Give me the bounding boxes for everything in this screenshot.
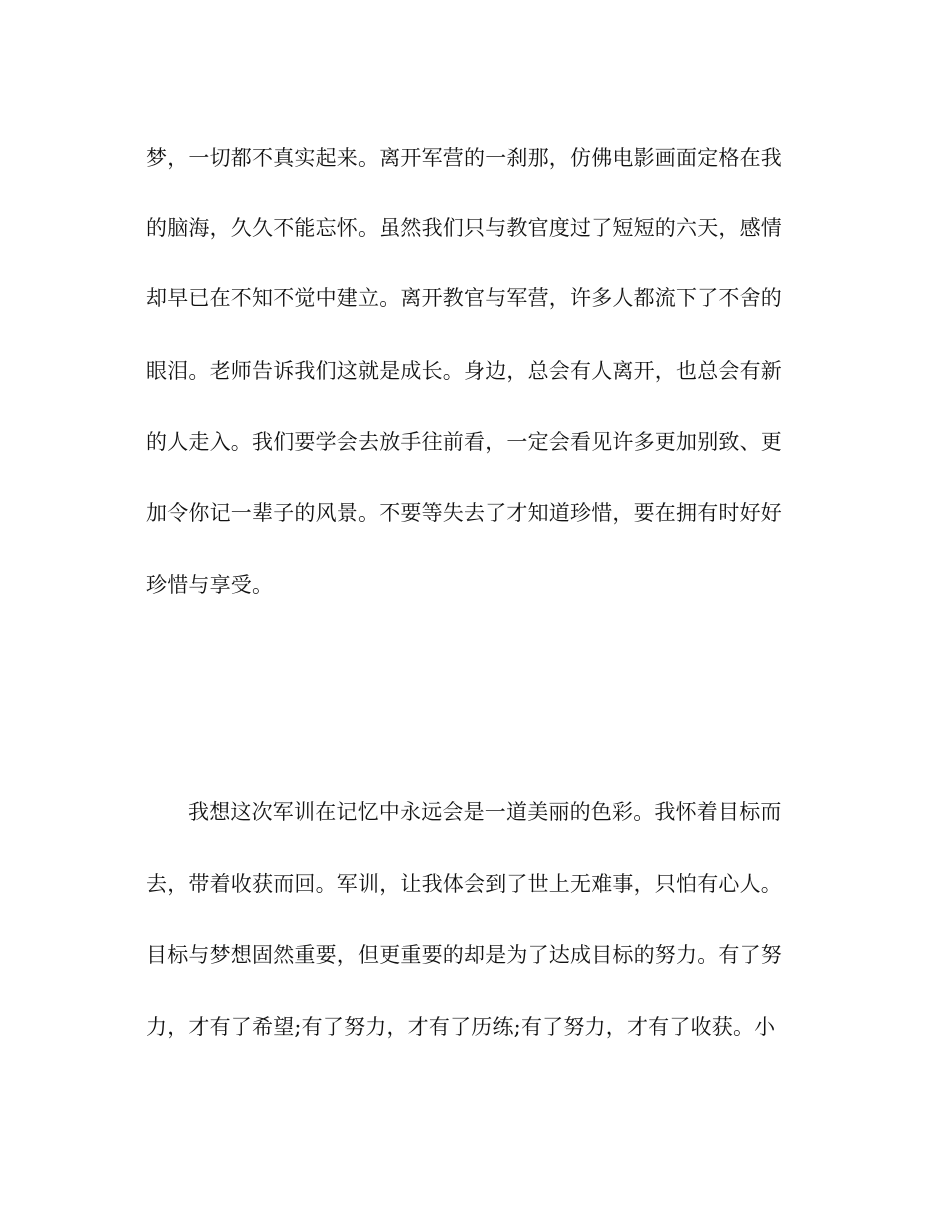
text-line: 珍惜与享受。 [146,573,274,597]
text-line: 力，才有了希望;有了努力，才有了历练;有了努力，才有了收获。小 [146,1015,776,1039]
text-line: 的脑海，久久不能忘怀。虽然我们只与教官度过了短短的六天，感情 [146,216,782,240]
text-line: 的人走入。我们要学会去放手往前看，一定会看见许多更加别致、更 [146,430,782,454]
text-line: 加令你记一辈子的风景。不要等失去了才知道珍惜，要在拥有时好好 [146,501,782,525]
text-line: 去，带着收获而回。军训，让我体会到了世上无难事，只怕有心人。 [146,872,782,896]
text-line: 我想这次军训在记忆中永远会是一道美丽的色彩。我怀着目标而 [188,800,782,824]
text-line: 眼泪。老师告诉我们这就是成长。身边，总会有人离开，也总会有新 [146,359,782,383]
text-line: 目标与梦想固然重要，但更重要的却是为了达成目标的努力。有了努 [146,943,782,967]
text-line: 却早已在不知不觉中建立。离开教官与军营，许多人都流下了不舍的 [146,286,782,310]
text-line: 梦，一切都不真实起来。离开军营的一刹那，仿佛电影画面定格在我 [146,146,782,170]
